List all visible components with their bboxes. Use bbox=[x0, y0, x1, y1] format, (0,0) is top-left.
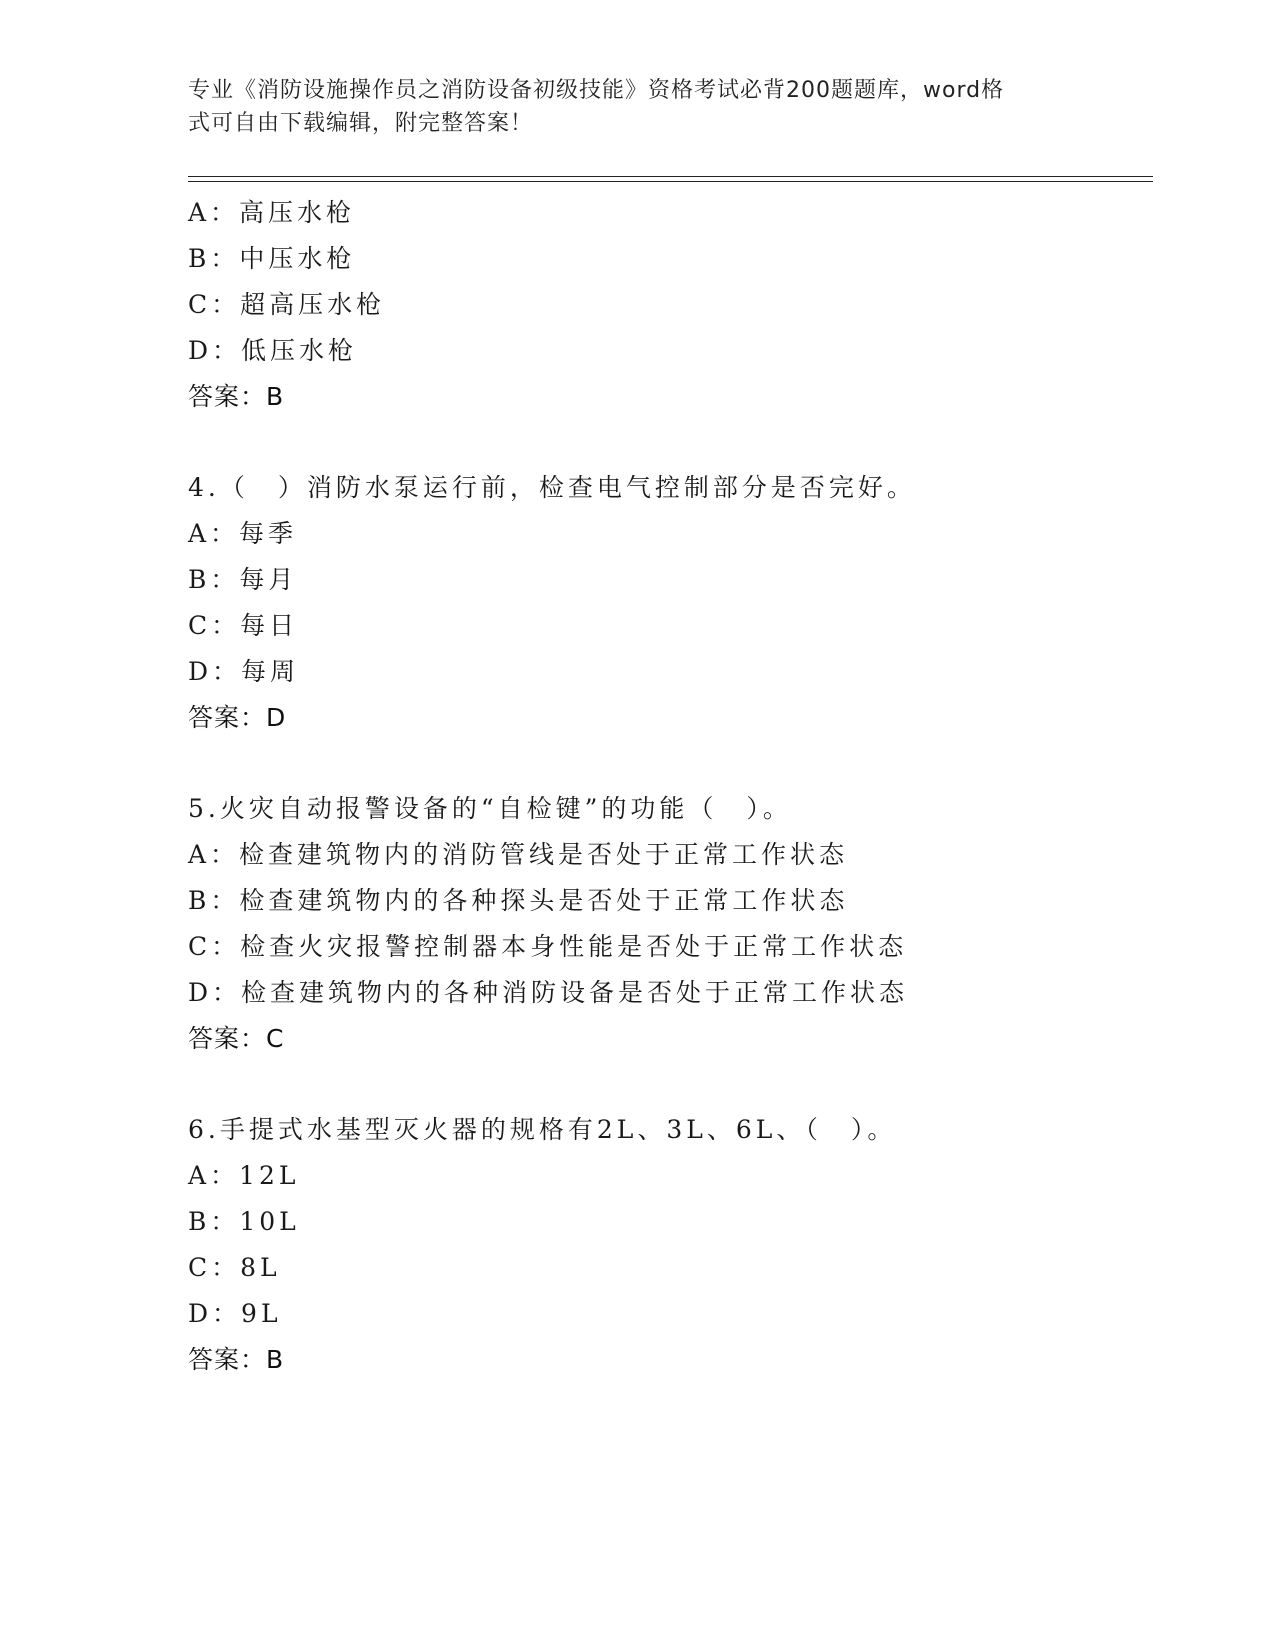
question-4 bbox=[188, 465, 1148, 741]
answer-label: 答案：D bbox=[188, 703, 287, 732]
header-title-line-1: 专业《消防设施操作员之消防设备初级技能》资格考试必背200题题库，word格 bbox=[188, 78, 1005, 103]
option-c: C：超高压水枪 bbox=[188, 290, 386, 319]
option-c: C：检查火灾报警控制器本身性能是否处于正常工作状态 bbox=[188, 932, 908, 961]
question-stem: 5.火灾自动报警设备的“自检键”的功能（ ）。 bbox=[188, 794, 792, 823]
option-d: D：9L bbox=[188, 1299, 282, 1328]
header-divider bbox=[188, 176, 1153, 182]
option-d: D：检查建筑物内的各种消防设备是否处于正常工作状态 bbox=[188, 978, 909, 1007]
option-a: A：检查建筑物内的消防管线是否处于正常工作状态 bbox=[188, 840, 849, 869]
option-b: B：每月 bbox=[188, 565, 298, 594]
option-b: B：10L bbox=[188, 1207, 300, 1236]
option-d: D：每周 bbox=[188, 657, 300, 686]
option-d: D：低压水枪 bbox=[188, 336, 358, 365]
page-header bbox=[188, 74, 1068, 140]
option-c: C：每日 bbox=[188, 611, 299, 640]
option-b: B：检查建筑物内的各种探头是否处于正常工作状态 bbox=[188, 886, 849, 915]
option-c: C：8L bbox=[188, 1253, 281, 1282]
question-3 bbox=[188, 190, 1148, 420]
option-b: B：中压水枪 bbox=[188, 244, 356, 273]
option-a: A：高压水枪 bbox=[188, 198, 356, 227]
option-a: A：每季 bbox=[188, 519, 298, 548]
answer-label: 答案：B bbox=[188, 382, 285, 411]
question-list bbox=[188, 190, 1148, 1428]
answer-label: 答案：B bbox=[188, 1345, 285, 1374]
question-stem: 6.手提式水基型灭火器的规格有2L、3L、6L、（ ）。 bbox=[188, 1115, 897, 1144]
option-a: A：12L bbox=[188, 1161, 300, 1190]
question-6 bbox=[188, 1107, 1148, 1383]
question-stem: 4.（ ）消防水泵运行前，检查电气控制部分是否完好。 bbox=[188, 473, 916, 502]
question-5 bbox=[188, 786, 1148, 1062]
header-title-line-2: 式可自由下载编辑，附完整答案！ bbox=[188, 111, 534, 136]
answer-label: 答案：C bbox=[188, 1024, 285, 1053]
